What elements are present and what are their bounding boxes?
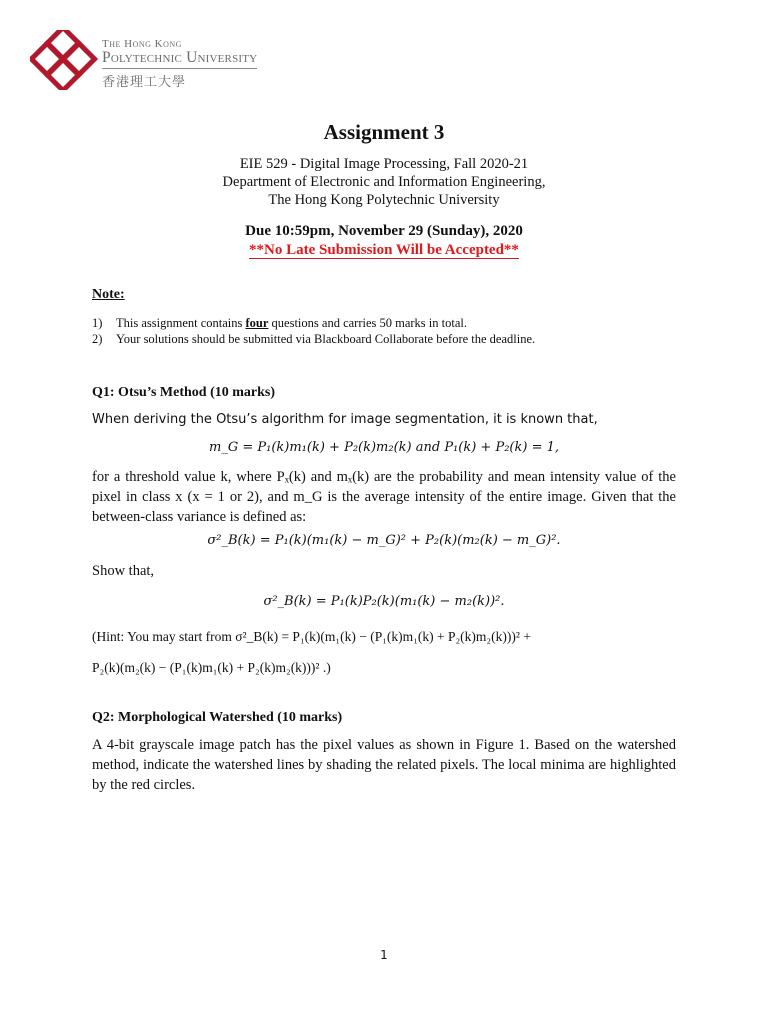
note-item-text: questions and carries 50 marks in total. — [268, 316, 467, 330]
page-number: 1 — [380, 948, 388, 962]
note-item-text: This assignment contains — [116, 316, 246, 330]
note-list — [92, 315, 535, 347]
university-line2: Polytechnic University — [102, 49, 257, 69]
note-item-emphasis: four — [245, 316, 269, 330]
university-logo-icon — [30, 30, 100, 90]
university-name — [102, 38, 257, 90]
q2-paragraph: A 4-bit grayscale image patch has the pixel values as shown in Figure 1. Based on the watershed method, indicate the watershed lines by shading the related pixels. The local minima are highlighted by the red circles. — [92, 737, 676, 793]
q1-equation1: m_G = P₁(k)m₁(k) + P₂(k)m₂(k) and P₁(k) + P₂(k) = 1, — [209, 440, 559, 455]
q1-equation3: σ²_B(k) = P₁(k)P₂(k)(m₁(k) − m₂(k))². — [263, 594, 505, 609]
q1-equation2: σ²_B(k) = P₁(k)(m₁(k) − m_G)² + P₂(k)(m₂(k) − m_G)². — [207, 533, 561, 548]
note-item-number: 1) — [92, 316, 103, 330]
university-line1: The Hong Kong — [102, 38, 182, 50]
page-title: Assignment 3 — [323, 120, 445, 144]
q1-hint-line2: P₂(k)(m₂(k) − (P₁(k)m₁(k) + P₂(k)m₂(k)))² .) — [92, 660, 331, 675]
note-item-text: Your solutions should be submitted via Blackboard Collaborate before the deadline. — [116, 332, 536, 346]
note-item — [92, 331, 535, 347]
q1-show-that: Show that, — [92, 563, 155, 579]
course-line2: Department of Electronic and Information Engineering, — [222, 174, 546, 190]
university-chinese: 香港理工大學 — [102, 74, 187, 89]
q1-hint-line1: (Hint: You may start from σ²_B(k) = P₁(k)(m₁(k) − (P₁(k)m₁(k) + P₂(k)m₂(k)))² + — [92, 629, 531, 644]
q1-heading: Q1: Otsu’s Method (10 marks) — [92, 385, 276, 400]
late-warning: **No Late Submission Will be Accepted** — [249, 242, 519, 258]
note-item — [92, 315, 535, 331]
note-item-number: 2) — [92, 332, 103, 346]
q1-paragraph: for a threshold value k, where Pₓ(k) and mₓ(k) are the probability and mean intensity value of the pixel in class x (x = 1 or 2), and m_G is the average intensity of the entire image. Given that the between-class variance is defined as: — [92, 469, 676, 525]
due-block — [0, 222, 768, 260]
note-heading: Note: — [92, 287, 125, 302]
due-date: Due 10:59pm, November 29 (Sunday), 2020 — [245, 223, 523, 239]
course-line1: EIE 529 - Digital Image Processing, Fall 2020-21 — [239, 156, 529, 172]
q2-heading: Q2: Morphological Watershed (10 marks) — [92, 710, 343, 725]
q1-intro: When deriving the Otsu’s algorithm for image segmentation, it is known that, — [92, 412, 598, 427]
course-line3: The Hong Kong Polytechnic University — [268, 192, 500, 208]
course-info — [0, 155, 768, 209]
